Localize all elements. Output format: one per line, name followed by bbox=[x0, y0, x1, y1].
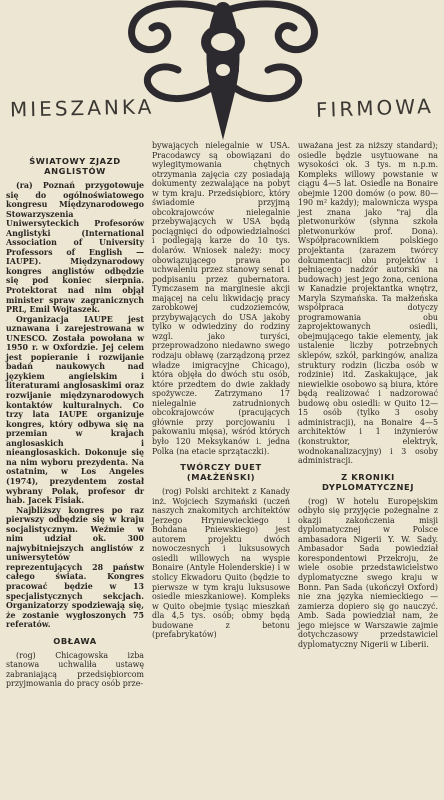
art-nouveau-ornament-icon bbox=[118, 0, 328, 145]
column-1 bbox=[6, 150, 144, 689]
article-paragraph: uważana jest za niższy standard); osiedle będzie usytuowane na wysokości ok. 3 tys. m n.p.m. Kompleks willowy powstanie w ciągu 4—5 lat. Osiedle na Bonaire obejmie 1200 domów (o pow. 80—190 m² każdy); malownicza wyspa jest znana jako "raj dla pletwonurków (słynna szkoła pletwonurków prof. Dona). Współpracownikiem polskiego projektanta (zarazem twórcy dokumentacji obu projektów i pełniącego nadzór autorski na budowach) jest jego żona, ceniona w Kanadzie projektantka wnętrz, Maryla Szymańska. Ta małżeńska współpraca dotyczy programowania obu zaprojektowanych osiedli, obejmującego takie elementy, jak ustalenie liczby potrzebnych sklepów, szkół, parkingów, analiza struktury rodzin (liczba osób w rodzinie) itd. Zaskakujące, jak niewielkie osobowo są biura, które będą realizować i nadzorować budowę obu osiedli: w Quito 12—15 osób (tylko 3 osoby administracji), na Bonaire 4—5 architektów i 1 inżynierów (konstruktor, elektryk, wodnokanalizacyjny) i 3 osoby administracji. bbox=[298, 141, 438, 466]
section-title-left: MIESZANKA bbox=[9, 94, 155, 122]
article-paragraph: Organizacja IAUPE jest uznawana i zarejestrowana w UNESCO. Została powołana w 1950 r. w Oxfordzie. Jej celem jest popieranie i rozwijanie badań naukowych nad językiem angielskim i literaturami anglosaskimi oraz rozwijanie międzynarodowych kontaktów kulturalnych. Co trzy lata IAUPE organizuje kongres, który odbywa się na przemian w krajach anglosaskich i nieanglosaskich. Dokonuje się na nim wyboru prezydenta. Na ostatnim, w Los Angeles (1974), prezydentem został wybrany Polak, profesor dr hab. Jacek Fisiak. bbox=[6, 314, 144, 506]
masthead bbox=[0, 0, 444, 152]
column-2 bbox=[152, 141, 290, 640]
headline-z-kroniki: Z KRONIKI DYPLOMATYCZNEJ bbox=[321, 471, 415, 492]
article-paragraph: (rog) W hotelu Europejskim odbyło się przyjęcie pożegnalne z okazji zakończenia misji dyplomatycznej w Polsce ambasadora Nigerii Y. W. Sady. Ambasador Sada powiedział korespondentowi Przekroju, że wiele osobie przedstawicielstwo dyplomatyczne swego kraju w Bonn. Pan Sada (ukończył Oxford) nie zna języka niemieckiego — zamierza dopiero się go nauczyć. Amb. Sada powiedział nam, że jego miejsce w Warszawie zajmie dotychczasowy przedstawiciel dyplomatyczny Nigerii w Liberii. bbox=[298, 496, 438, 649]
headline-oblawa: OBŁAWA bbox=[53, 635, 97, 646]
article-paragraph: bywających nielegalnie w USA. Pracodawcy są obowiązani do wylegitymowania chętnych otrzymania zajęcia czy posiadają dokumenty zezwalające na pobyt w tym kraju. Przedsiębiorc, który świadomie przyjmą obcokrajowców nielegalnie przebywających w USA będą pociągnięci do odpowiedzialności i podlegają karze do 10 tys. dolarów. Wniosek należy: mocy obowiązującego prawa po uchwaleniu przez stanowy senat i podpisaniu przez gubernatora. Tymczasem na marginesie akcji mającej na celu likwidację pracy zarobkowej cudzoziemców, przybywających do USA jakoby tylko w odwiedziny do rodziny wzgl. jako turyści, przeprowadzono niedawno swego rodzaju obławę (zarządzoną przez władze imigracyjne Chicago), która objęła do dwóch stu osób, które przedtem do dwie zakłady spożywcze. Zatrzymano 17 nielegalnie zatrudnionych obcokrajowców (pracujących głównie przy porcjowaniu i pakowaniu mięsa), wśród których było 120 Meksykanów i. jedna Polka (na etacie sprzątaczki). bbox=[152, 141, 290, 456]
article-paragraph: (rog) Chicagowska izba stanowa uchwaliła ustawę zabraniającą przedsiębiorcom przyjmowania do pracy osób prze- bbox=[6, 650, 144, 689]
headline-swiatowy-zjazd: ŚWIATOWY ZJAZD ANGLISTÓW bbox=[29, 156, 121, 176]
article-paragraph: (ra) Poznań przygotowuje się do ogólnoświatowego kongresu Międzynarodowego Stowarzyszenia Uniwersyteckich Profesorów Anglistyki (International Association of University Professors of English — IAUPE). Międzynarodowy kongres anglistów odbędzie się pod koniec sierpnia. Protektorat nad nim objął minister spraw zagranicznych PRL, Emil Wojtaszek. bbox=[6, 181, 144, 315]
column-3 bbox=[298, 141, 438, 649]
headline-tworczy-duet: TWÓRCZY DUET (MAŁŻEŃSKI) bbox=[180, 462, 262, 483]
section-title-right: FIRMOWA bbox=[315, 93, 435, 123]
article-paragraph: (rog) Polski architekt z Kanady inż. Wojciech Szymański (uczeń naszych znakomitych architektów Jerzego Hryniewieckiego i Bohdana Pniewskiego) jest autorem projektu dwóch nowoczesnych i luksusowych osiedli willowych na wyspie Bonaire (Antyle Holenderskie) i w stolicy Ekwadoru Quito (będzie to pierwsze w tym kraju luksusowe osiedle mieszkaniowe). Kompleks w Quito obejmie tysiąc mieszkań dla 4,5 tys. osób; obmy będą budowane z betonu (prefabrykatów) bbox=[152, 487, 290, 640]
article-paragraph: Najbliższy kongres po raz pierwszy odbędzie się w kraju socjalistycznym. Weźmie w nim udział ok. 300 najwybitniejszych anglistów z uniwersytetów reprezentujących 28 państw całego świata. Kongres pracować będzie w 13 specjalistycznych sekcjach. Organizatorzy spodziewają się, że zostanie wygłoszonych 75 referatów. bbox=[6, 505, 144, 630]
